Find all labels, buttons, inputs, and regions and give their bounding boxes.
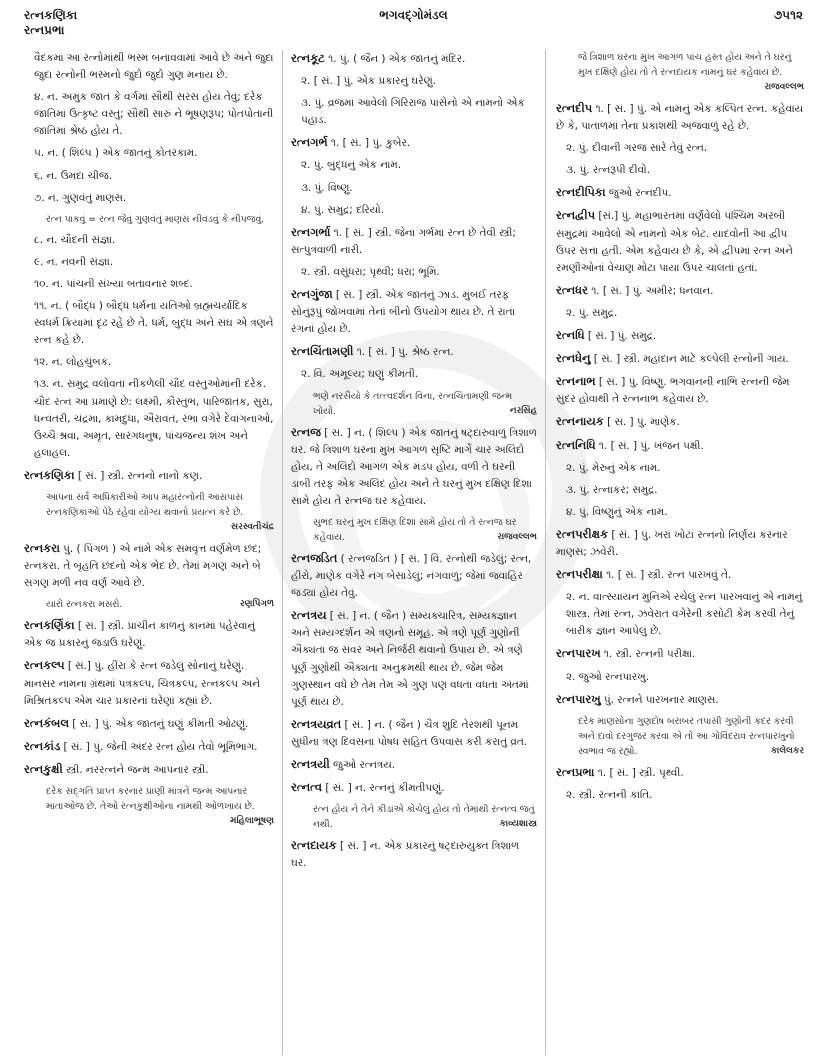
- entry-headword: રત્નજ: [291, 424, 321, 439]
- dictionary-entry: [556, 100, 804, 135]
- entry-sense: [556, 504, 804, 521]
- dictionary-entry: [556, 184, 804, 202]
- entry-definition: ( રત્નજડિત ) [ સં. ] વિ. રત્નોથી જડેલું; રત્ન, હીરો, માણેક વગેરે નંગ બેસાડેલું; નંગવાળું; જેમાં જવાહિર જડ્યાં હોય તેવું.: [291, 552, 532, 600]
- entry-definition: ૧. [ સં. ] પું. ખંજન પક્ષી.: [598, 439, 704, 452]
- entry-sense: [556, 460, 804, 477]
- quote-source: રાજવલ્લભ: [764, 82, 804, 92]
- dictionary-entry: [24, 715, 274, 733]
- quote-source: રાજવલ્લભ: [497, 531, 537, 542]
- entry-sense: [291, 73, 537, 90]
- citation-quote: [24, 490, 274, 535]
- entry-definition: [ સં. ] પું. સમુદ્ર.: [587, 330, 657, 343]
- entry-sense: [24, 376, 274, 461]
- entry-sense: [24, 168, 274, 185]
- dictionary-entry: [24, 657, 274, 709]
- guide-word-last: રત્નપ્રભા: [24, 23, 65, 37]
- entry-definition: ૩. પું. રત્નરૂપી દીવો.: [566, 164, 651, 177]
- entry-definition: [ સં. ] ન. ( શિલ્પ ) એક જાતનું ષટ્દારુવાળું ત્રિશાળ ઘર. જે ત્રિશાળ ઘરના મુખ આગળ સૃષ્ટિ માર્ગે ચાર અલિંદો હોય, તે અલિંદો આગળ એક મંડપ હોય, વળી તે ઘરની ડાબી તરફ એક અલિંદ હોય અને તે ઘરનું મુખ દક્ષિણ દિશા સામે હોય તે રત્નજ ઘર કહેવાય.: [291, 426, 537, 507]
- quote-text: સુભદ ઘરનું મુખ દક્ષિણ દિશા સામે હોય તો તે રત્નજ ઘર કહેવાય.: [313, 516, 517, 543]
- entry-sense: [24, 298, 274, 349]
- dictionary-entry: [24, 617, 274, 652]
- entry-definition: [ સં. ] પું. માણેક.: [607, 416, 680, 429]
- entry-sense: [556, 787, 804, 804]
- entry-headword: રત્નપ્રભા: [556, 764, 595, 779]
- entry-definition: ૪. પું. વિષ્ણુનું એક નામ.: [566, 505, 668, 518]
- entry-definition: ૧. [ સં. ] પું. અમીર; ધનવાન.: [591, 284, 714, 297]
- dictionary-entry: [556, 373, 804, 408]
- entry-definition: ૧. સ્ત્રી. રત્નની પરીક્ષા.: [603, 648, 696, 661]
- dictionary-entry: [556, 282, 804, 300]
- guide-word-first: રત્નકણિકા: [24, 8, 78, 22]
- quote-text: યારો રત્નકરા મસરો.: [46, 599, 123, 611]
- quote-text: આપના સર્વ અધિકારીઓ આપ મહારત્નોની આસપાસ રત્નકણિકાઓ પેઠે રહેવા યોગ્ય થવાનો પ્રયત્ન કરે છે.: [46, 491, 244, 518]
- entry-definition: ૧૧. ન. ( બૌદ્ધ ) બૌદ્ધ ધર્મના યતિઓ બ્રહ્મચર્યાદિક સ્વધર્મ ક્રિયામાં દૃઢ રહે છે તે. ધર્મ, બુદ્ધ અને સંઘ એ ત્રણને રત્ન કહે છે.: [34, 300, 274, 347]
- entry-definition: જુઓ રત્નદીપ.: [608, 187, 672, 200]
- entry-sense: [556, 140, 804, 157]
- entry-definition: ૬. ન. ઉમદા ચીજ.: [34, 169, 113, 182]
- entry-headword: રત્નગર્ભ: [291, 135, 328, 150]
- dictionary-entry: [556, 764, 804, 782]
- entry-definition: [ સં. ] ન. રત્નનું કીમતીપણું.: [325, 782, 445, 795]
- entry-definition: ૧૩. ન. સમુદ્ર વલોવતાં નીકળેલી ચૌદ વસ્તુઓમાંની દરેક. ચૌદ રત્ન આ પ્રમાણે છે: લક્ષ્મી, કૌસ્તુભ, પારિજાતક, સુરા, ધન્વંતરી, ચંદ્રમા, કામદુધા, ઐરાવત, રંભા વગેરે દેવાંગનાઓ, ઉચ્ચૈઃશ્રવા, અમૃત, સારંગધનુષ, પાંચજન્ય શંખ અને હલાહલ.: [34, 378, 274, 459]
- entry-definition: ૧. [ સં. ] સ્ત્રી. જેના ગર્ભમાં રત્ન છે તેવી સ્ત્રી; સત્પુત્રવાળી નારી.: [291, 226, 516, 256]
- entry-definition: ૫. ન. ( શિલ્પ ) એક જાતનું કોતરકામ.: [34, 147, 198, 160]
- citation-quote: [291, 515, 537, 545]
- entry-sense: [24, 276, 274, 293]
- column-right: [546, 50, 804, 1055]
- entry-headword: રત્નપરીક્ષા: [556, 567, 603, 582]
- entry-headword: રત્નનાભ: [556, 374, 596, 389]
- entry-definition: [ સં. ] સ્ત્રી. રત્નનો નાનો કણ.: [77, 469, 203, 482]
- quote-text: જે ત્રિશાળ ઘરના મુખ આગળ પાંચ હસ્ત હોય અને તે ઘરનું મુખ દક્ષિણે હોય તો તે રત્નદાયક નામનું ઘર કહેવાય છે.: [578, 52, 792, 78]
- dictionary-entry: [291, 424, 537, 510]
- entry-definition: [ સં. ] સ્ત્રી. પ્રાચીન કાળનું કાનમાં પહેરવાનું એક જ પ્રકારનું જડાઉ ઘરેણું.: [24, 620, 256, 650]
- entry-sense: [24, 232, 274, 249]
- entry-definition: ૪. પું. સમુદ્ર; દરિયો.: [301, 203, 385, 216]
- citation-quote: [291, 389, 537, 419]
- entry-headword: રત્નદાયક: [291, 838, 337, 853]
- entry-definition: ૩. પું. વ્રજમાં આવેલો ગિરિરાજ પાસેનો એ નામનો એક પહાડ.: [301, 97, 525, 127]
- entry-sense: [291, 264, 537, 281]
- entry-headword: રત્નત્રયવ્રત: [291, 716, 342, 731]
- entry-definition: ૨. વિ. અમૂલ્ય; ઘણું કીમતી.: [301, 368, 419, 381]
- dictionary-entry: [24, 467, 274, 485]
- entry-sense: [24, 89, 274, 140]
- entry-definition: ૧. [ સં. ] પું. શ્રેષ્ઠ રત્ન.: [356, 346, 454, 359]
- dictionary-entry: [291, 286, 537, 338]
- dictionary-entry: [24, 738, 274, 756]
- entry-headword: રત્નકૂટ: [291, 51, 325, 65]
- entry-sense: [291, 157, 537, 174]
- quote-source: કાવ્યશાસ્ત્ર: [499, 819, 537, 830]
- entry-headword: રત્નચિંતામણી: [291, 344, 354, 359]
- entry-definition: ૩. પું. વિષ્ણુ.: [301, 181, 353, 194]
- dictionary-entry: [556, 566, 804, 584]
- dictionary-entry: [291, 343, 537, 361]
- entry-sense: [24, 354, 274, 371]
- citation-quote: [556, 50, 804, 95]
- entry-definition: ૧. [ સં. ] સ્ત્રી. પૃથ્વી.: [597, 766, 684, 779]
- entry-definition: [ સં. ] ન. એક પ્રકારનું ષટ્દારુયુક્ત ત્રિશાળ ઘર.: [291, 840, 520, 870]
- entry-definition: ૧૨. ન. લોહચુંબક.: [34, 356, 112, 369]
- quote-text: દરેક સદ્ગતિ પ્રાપ્ત કરનાર પ્રાણી માત્રને જન્મ આપનાર માતાઓજ છે. તેઓ રત્નકુક્ષીઓના નામથી ઓળખાય છે.: [46, 786, 255, 812]
- entry-sense: [291, 366, 537, 383]
- entry-definition: [ સં. ] સ્ત્રી. મહાદાન માટે કલ્પેલી રત્નોની ગાય.: [593, 353, 789, 366]
- entry-definition: [સં.] પું. મહાભારતમાં વર્ણવેલો પશ્ચિમ અરબી સમુદ્રમાં આવેલો એ નામનો એક બેટ. યાદવોની આ દ્વીપ ઉપર સત્તા હતી. એમ કહેવાય છે કે, એ દ્વીપમાં રત્ન અને રમણીઓનાં વેચાણ મોટા પાયા ઉપર ચાલતાં હતાં.: [556, 210, 793, 274]
- entry-definition: પું. ( પિંગળ ) એ નામે એક સમવૃત્ત વર્ણમેળ છંદ; રત્નકરા. તે બૃહતિ છંદનો એક ભેદ છે. તેમાં મગણ અને બે સગણ મળી નવ વર્ણ આવે છે.: [24, 542, 262, 590]
- entry-definition: ૧. [ સં. ] પું. કુબેર.: [330, 137, 411, 150]
- entry-headword: રત્નપારખ: [556, 646, 601, 661]
- entry-continuation: [24, 50, 274, 84]
- entry-headword: રત્નધેનુ: [556, 351, 591, 366]
- entry-sense: [291, 95, 537, 129]
- dictionary-entry: [291, 779, 537, 797]
- quote-source: નરસિંહ: [509, 405, 537, 416]
- entry-headword: રત્નધિ: [556, 328, 585, 343]
- entry-headword: રત્નકુક્ષી: [24, 761, 63, 776]
- entry-definition: ૨. પું. બુદ્ધનું એક નામ.: [301, 159, 402, 172]
- entry-headword: રત્નકર્ણિકા: [24, 618, 75, 633]
- entry-definition: ૨. જુઓ રત્નપારખુ.: [566, 670, 650, 683]
- entry-headword: રત્નજડિત: [291, 550, 338, 565]
- entry-definition: ૮. ન. ચૌદની સંજ્ઞા.: [34, 233, 116, 246]
- entry-definition: ૨. પું. સમુદ્ર.: [566, 306, 618, 319]
- dictionary-title: ભગવદ્ગોમંડલ: [379, 8, 448, 22]
- entry-headword: રત્નત્રયી: [291, 757, 330, 771]
- entry-headword: રત્નધર: [556, 282, 588, 297]
- entry-headword: રત્નગુંજા: [291, 287, 333, 302]
- entry-headword: રત્નદીપ: [556, 101, 593, 115]
- entry-definition: ૭. ન. ગુણવંતું માણસ.: [34, 191, 127, 204]
- quote-source: મહિલાભૂષણ: [230, 816, 274, 826]
- entry-definition: ૨. સ્ત્રી. રત્નની કાંતિ.: [566, 788, 653, 801]
- entry-headword: રત્નકાંડ: [24, 738, 61, 753]
- entry-definition: [ સં. ] પું. વિષ્ણુ. ભગવાનની નાભિ રત્નની જેમ સુંદર હોવાથી તે રત્નનાભ કહેવાય છે.: [556, 376, 790, 406]
- dictionary-entry: [291, 756, 537, 774]
- column-middle: [282, 50, 546, 1055]
- dictionary-entry: [24, 540, 274, 592]
- entry-headword: રત્નત્વ: [291, 780, 322, 795]
- dictionary-entry: [556, 413, 804, 431]
- entry-definition: ૨. ન. વાત્સ્યાયન મુનિએ રચેલું રત્ન પારખવાનું એ નામનું શાસ્ત્ર. તેમાં રત્ન, ઝવેરાત વગેરેની કસોટી કેમ કરવી તેનું બારીક જ્ઞાન આપેલું છે.: [566, 591, 803, 638]
- entry-headword: રત્નકલ્પ: [24, 658, 65, 673]
- dictionary-entry: [291, 607, 537, 711]
- entry-headword: રત્નનિધિ: [556, 437, 596, 452]
- entry-headword: રત્નનાયક: [556, 414, 604, 429]
- quote-text: ભણે નરસૈયો કે તત્ત્વદર્શન વિના, રત્નચિંતામણી જન્મ ખોયો.: [313, 390, 513, 417]
- entry-definition: ૧. પું. ( જૈન ) એક જાતનું મંદિર.: [328, 53, 466, 65]
- entry-definition: [ સં. ] સ્ત્રી. એક જાતનું ઝાડ. મુંબઈ તરફ સોનુંરૂપું જોખવામાં તેનાં બીનો ઉપયોગ થાય છે. તે રાતા રંગનાં હોય છે.: [291, 289, 516, 336]
- entry-definition: [ સં. ] ન. ( જૈન ) ચૈત્ર શુદિ તેરશથી પૂનમ સુધીના ત્રણ દિવસના પોષધ સહિત ઉપવાસ કરી કરાતું વ્રત.: [291, 718, 528, 748]
- entry-definition: ૧. [ સં. ] પું. એ નામનું એક કલ્પિત રત્ન. કહેવાય છે કે, પાતાળમાં તેના પ્રકાશથી અજવાળું રહે છે.: [556, 103, 804, 133]
- entry-headword: રત્નકંબલ: [24, 715, 69, 730]
- dictionary-entry: [291, 550, 537, 602]
- dictionary-entry: [556, 327, 804, 345]
- page-number: ૭૫૧૨: [773, 8, 803, 22]
- entry-sense: [556, 482, 804, 499]
- entry-definition: [ સં. ] પું. જેની અંદર રત્ન હોય તેવો ભૂમિભાગ.: [63, 740, 258, 753]
- dictionary-entry: [291, 134, 537, 152]
- entry-sense: [556, 162, 804, 179]
- entry-definition: [ સં.] પું. હીરા કે રત્ન જડેલું સોનાનું ઘરેણું. માનસર નામના ગ્રંથમાં પત્રકલ્પ, ચિત્રકલ્પ, રત્નકલ્પ અને મિશ્રિતકલ્પ એમ ચાર પ્રકારનાં ઘરેણાં કહ્યાં છે.: [24, 660, 260, 707]
- quote-source: સરસ્વતીચંદ્ર: [230, 521, 274, 532]
- entry-definition: ૧૦. ન. પાંચની સંખ્યા બતાવનાર શબ્દ.: [34, 277, 193, 290]
- dictionary-columns: [24, 50, 804, 1055]
- entry-definition: ૧. [ સં. ] સ્ત્રી. રત્ન પારખવું તે.: [606, 569, 732, 582]
- citation-quote: [24, 784, 274, 829]
- entry-definition: [ સં. ] પું. એક જાતનું ઘણું કીમતી ઓઢણું.: [72, 717, 249, 730]
- entry-headword: રત્નદ્વીપ: [556, 208, 596, 223]
- entry-sense: [24, 254, 274, 271]
- dictionary-entry: [556, 691, 804, 709]
- citation-quote: [24, 597, 274, 612]
- entry-sense: [24, 190, 274, 207]
- dictionary-entry: [291, 50, 537, 68]
- dictionary-entry: [556, 526, 804, 561]
- dictionary-entry: [291, 837, 537, 872]
- entry-headword: રત્નદીપિકા: [556, 185, 606, 200]
- entry-definition: ૯. ન. નવની સંજ્ઞા.: [34, 255, 114, 268]
- entry-definition: ૨. સ્ત્રી. વસુંધરા; પૃથ્વી; ધરા; ભૂમિ.: [301, 265, 440, 278]
- quote-text: દરેક માણસોના ગુણદોષ બરાબર તપાસી ગુણોની કદર કરવી અને દાવો દરગુજર કરવા એ તો આ ગોવિંદરાવ રત્નપારખુનો સ્વભાવ જ રહ્યો.: [578, 715, 795, 757]
- dictionary-entry: [556, 350, 804, 368]
- entry-definition: જુઓ રત્નત્રય.: [333, 759, 396, 771]
- entry-definition: [ સં. ] ન. ( જૈન ) સમ્યક્ચારિત્ર, સમ્યક્જ્ઞાન અને સમ્યગ્દર્શન એ ત્રણનો સમૂહ. એ ત્રણે પૂર્ણ ગુણોની ઐક્યતા જ સંવર અને નિર્જરી થવાનો ઉપાય છે. એ ત્રણે પૂર્ણ ગુણોથી ઐક્યતા અનુક્રમથી થાય છે. જેમ જેમ ગુણસ્થાન વધે છે તેમ તેમ એ ગુણ પણ વધતા વધતા અંતમાં પૂર્ણ થાય છે.: [291, 610, 529, 708]
- dictionary-entry: [556, 437, 804, 455]
- dictionary-entry: [24, 761, 274, 779]
- entry-sense: [556, 669, 804, 686]
- entry-definition: ૩. પું. રત્નાકર; સમુદ્ર.: [566, 483, 658, 496]
- dictionary-entry: [556, 207, 804, 276]
- page-header: [24, 8, 803, 44]
- entry-headword: રત્નત્રય: [291, 608, 327, 623]
- entry-headword: રત્નપરીક્ષક: [556, 526, 608, 541]
- entry-headword: રત્નગર્ભા: [291, 224, 331, 239]
- entry-definition: ૪. ન. અમુક જાત કે વર્ગમાં સૌથી સરસ હોય તેવું; દરેક જાતિમાં ઉત્કૃષ્ટ વસ્તુ; સૌથી સારું ને ભૂષણરૂપ; પોતપોતાની જાતિમાં શ્રેષ્ઠ હોય તે.: [34, 91, 274, 138]
- quote-source: રણપિંગળ: [240, 599, 274, 610]
- entry-definition: ૨. [ સં. ] પું. એક પ્રકારનું ઘરેણું.: [301, 75, 436, 88]
- entry-headword: રત્નપારખુ: [556, 691, 601, 706]
- citation-quote: [24, 212, 274, 227]
- quote-text: રત્ન પાકવું = રત્ન જેવું ગુણવંતું માણસ નીવડવું કે નીપજવું.: [46, 213, 265, 225]
- column-left: [24, 50, 282, 1055]
- dictionary-entry: [556, 645, 804, 663]
- citation-quote: [291, 802, 537, 832]
- entry-sense: [291, 202, 537, 219]
- entry-sense: [556, 305, 804, 322]
- entry-sense: [556, 589, 804, 640]
- entry-definition: વૈદકમાં આ રત્નોમાંથી ભસ્મ બનાવવામાં આવે છે અને જુદા જુદા રત્નોની ભસ્મનો જુદો જુદો ગુણ મનાય છે.: [34, 52, 274, 82]
- entry-headword: રત્નકરા: [24, 540, 60, 555]
- entry-sense: [24, 145, 274, 162]
- citation-quote: [556, 714, 804, 759]
- entry-headword: રત્નકણિકા: [24, 467, 75, 482]
- entry-definition: ૨. પું. મેરુનું એક નામ.: [566, 461, 661, 474]
- quote-source: કાલેલકર: [770, 745, 804, 756]
- entry-definition: પું. રત્નને પારખનાર માણસ.: [603, 693, 719, 706]
- entry-definition: ૨. પું. દીવાની ગરજ સારે તેવું રત્ન.: [566, 142, 708, 155]
- entry-definition: સ્ત્રી. નરરત્નને જન્મ આપનાર સ્ત્રી.: [66, 763, 209, 776]
- entry-sense: [291, 180, 537, 197]
- entry-definition: [ સં. ] પું. ખરાં ખોટાં રત્નનો નિર્ણય કરનાર માણસ; ઝવેરી.: [556, 528, 788, 558]
- dictionary-entry: [291, 716, 537, 751]
- quote-text: રત્ન હોય ને તેને કીડાએ કોચેલું હોય તો તેમાંથી રત્નત્વ જતું નથી.: [313, 804, 535, 831]
- dictionary-entry: [291, 224, 537, 259]
